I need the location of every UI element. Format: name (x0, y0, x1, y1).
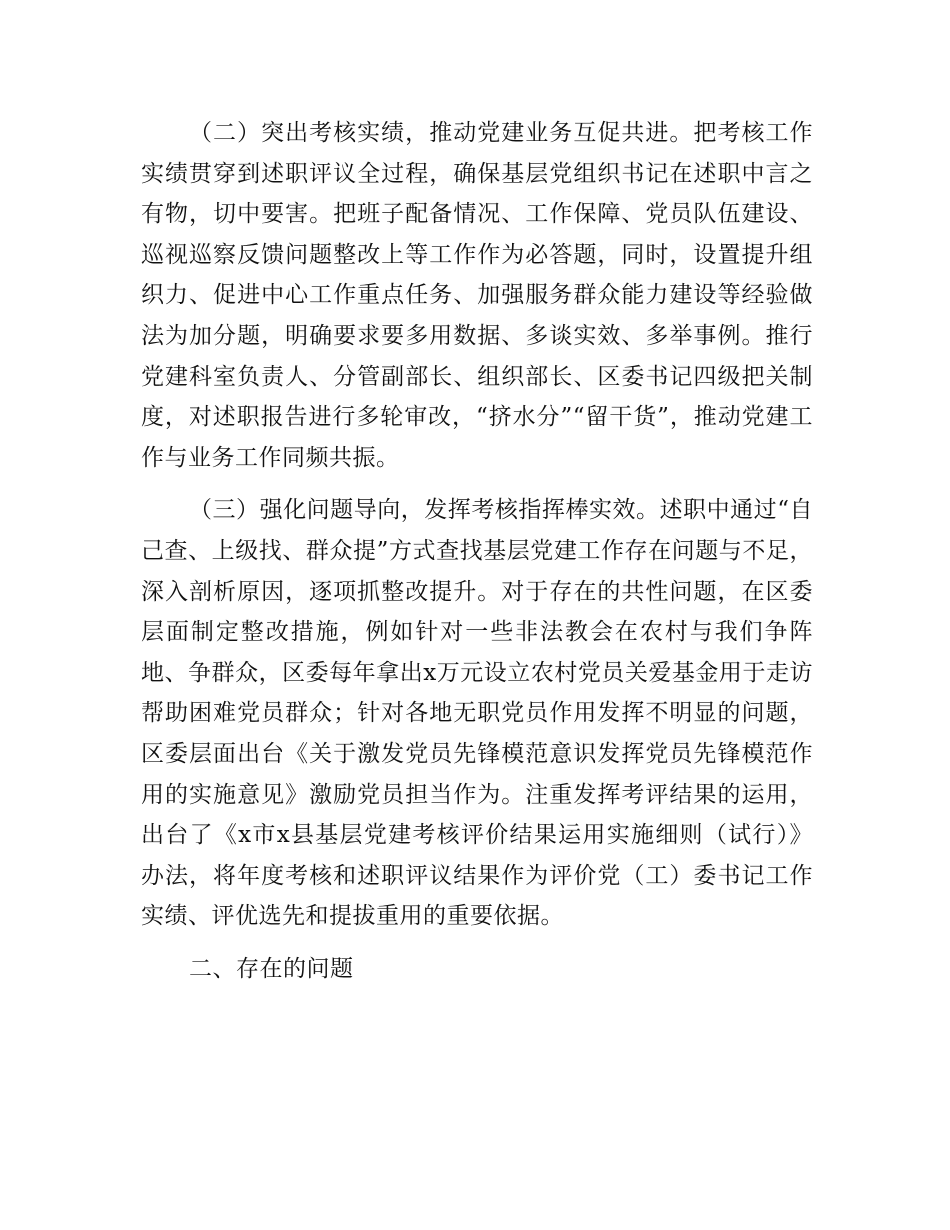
document-body (141, 113, 813, 989)
paragraph-problem-orientation: （三）强化问题导向，发挥考核指挥棒实效。述职中通过“自己查、上级找、群众提”方式查找基层党建工作存在问题与不足，深入剖析原因，逐项抓整改提升。对于存在的共性问题，在区委层面制定整改措施，例如针对一些非法教会在农村与我们争阵地、争群众，区委每年拿出x万元设立农村党员关爱基金用于走访帮助困难党员群众；针对各地无职党员作用发挥不明显的问题，区委层面出台《关于激发党员先锋模范意识发挥党员先锋模范作用的实施意见》激励党员担当作为。注重发挥考评结果的运用，出台了《x市x县基层党建考核评价结果运用实施细则（试行）》办法，将年度考核和述职评议结果作为评价党（工）委书记工作实绩、评优选先和提拔重用的重要依据。 (141, 497, 813, 930)
section-heading: 二、存在的问题 (189, 955, 354, 982)
paragraph-assessment-results: （二）突出考核实绩，推动党建业务互促共进。把考核工作实绩贯穿到述职评议全过程，确保基层党组织书记在述职中言之有物，切中要害。把班子配备情况、工作保障、党员队伍建设、巡视巡察反馈问题整改上等工作作为必答题，同时，设置提升组织力、促进中心工作重点任务、加强服务群众能力建设等经验做法为加分题，明确要求要多用数据、多谈实效、多举事例。推行党建科室负责人、分管副部长、组织部长、区委书记四级把关制度，对述职报告进行多轮审改，“挤水分”“留干货”，推动党建工作与业务工作同频共振。 (141, 120, 813, 471)
